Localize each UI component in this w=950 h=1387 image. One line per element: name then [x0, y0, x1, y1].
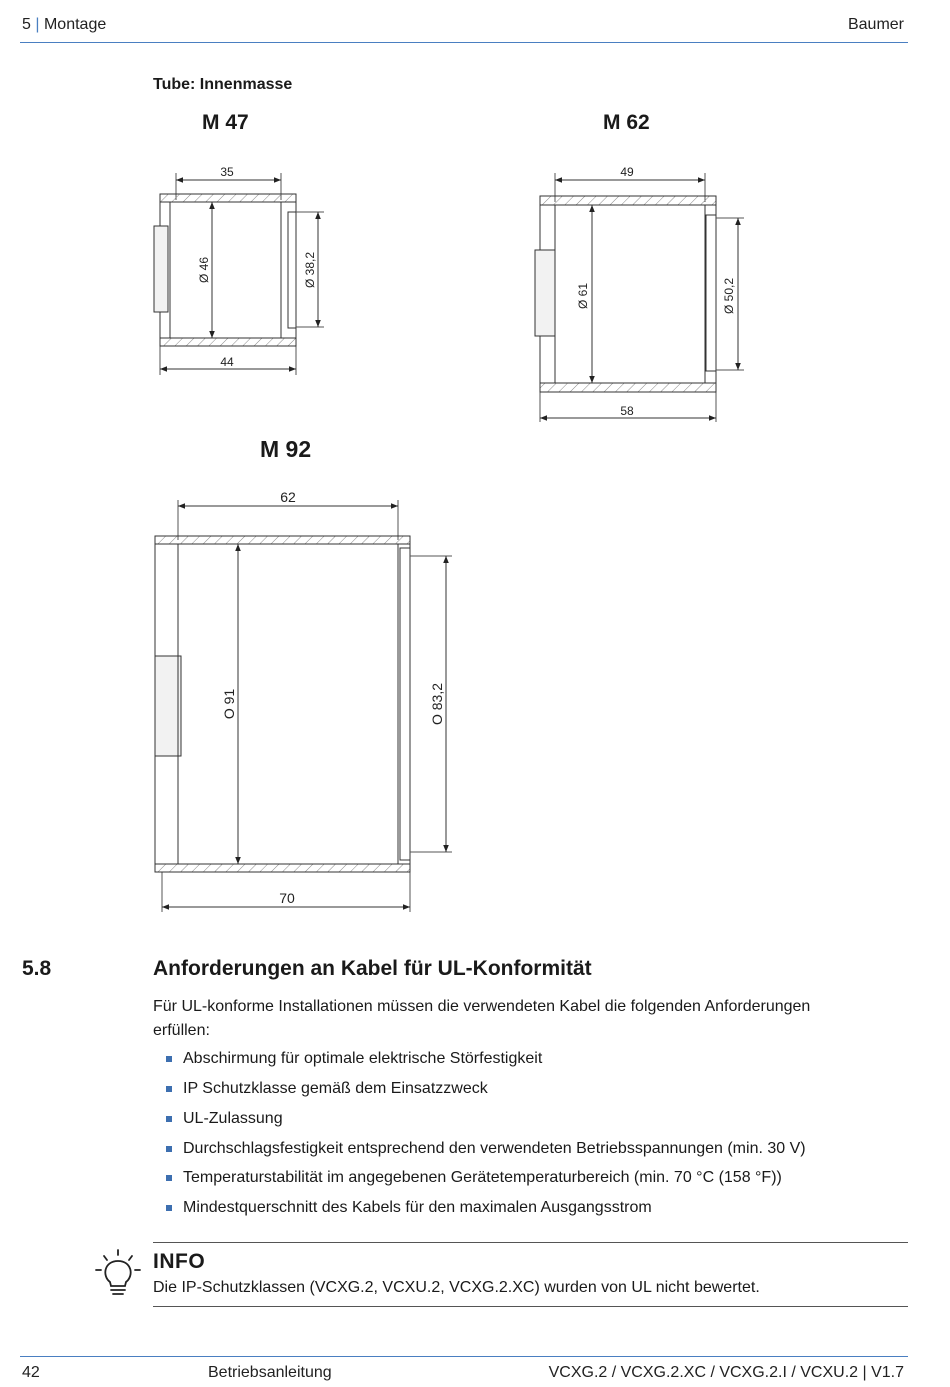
info-text: Die IP-Schutzklassen (VCXG.2, VCXU.2, VCXG.2.XC) wurden von UL nicht bewertet.: [153, 1279, 760, 1296]
list-item: Mindestquerschnitt des Kabels für den maximalen Ausgangsstrom: [183, 1199, 652, 1217]
figure-caption: Tube: Innenmasse: [153, 76, 293, 93]
bullet-icon: [166, 1056, 172, 1062]
chapter-number: 5: [22, 16, 31, 33]
m62-dim-bottom: 58: [620, 404, 634, 418]
intro-line-1: Für UL-konforme Installationen müssen die verwendeten Kabel die folgenden Anforderungen: [153, 998, 811, 1015]
bullet-icon: [166, 1086, 172, 1092]
m92-dim-outer: O 83,2: [429, 682, 445, 726]
m92-dim-inner: O 91: [221, 688, 237, 720]
m47-dim-bottom: 44: [220, 355, 234, 369]
section-number: 5.8: [22, 957, 52, 980]
m47-drawing: [154, 173, 324, 375]
section-title: Anforderungen an Kabel für UL-Konformität: [153, 957, 592, 980]
m92-title: M 92: [260, 436, 312, 462]
m92-drawing: [155, 500, 452, 912]
section-intro: [153, 995, 913, 1043]
m47-dim-top: 35: [220, 165, 234, 179]
chapter-title: Montage: [43, 16, 107, 33]
product-line: VCXG.2 / VCXG.2.XC / VCXG.2.I / VCXU.2 | V1.7: [548, 1364, 904, 1381]
list-item: IP Schutzklasse gemäß dem Einsatzzweck: [183, 1080, 488, 1098]
info-top-rule: [153, 1242, 908, 1243]
info-bottom-rule: [153, 1306, 908, 1307]
intro-line-2: erfüllen:: [153, 1022, 210, 1039]
footer-rule: [20, 1356, 908, 1357]
bullet-icon: [166, 1146, 172, 1152]
m92-dim-top: 62: [280, 489, 296, 505]
m62-title: M 62: [603, 111, 650, 134]
bullet-icon: [166, 1116, 172, 1122]
info-title: INFO: [153, 1250, 206, 1273]
document-type: Betriebsanleitung: [208, 1364, 332, 1381]
page-number: 42: [22, 1364, 40, 1381]
list-item: UL-Zulassung: [183, 1110, 283, 1128]
bullet-icon: [166, 1205, 172, 1211]
m47-title: M 47: [202, 111, 249, 134]
brand-name: Baumer: [847, 16, 904, 33]
m92-dim-bottom: 70: [279, 890, 295, 906]
list-item: Temperaturstabilität im angegebenen Gerätetemperaturbereich (min. 70 °C (158 °F)): [183, 1169, 782, 1187]
list-item: Durchschlagsfestigkeit entsprechend den verwendeten Betriebsspannungen (min. 30 V): [183, 1140, 806, 1158]
m47-dim-outer: Ø 38,2: [303, 251, 317, 289]
list-item: Abschirmung für optimale elektrische Störfestigkeit: [183, 1050, 542, 1068]
m62-dim-inner: Ø 61: [576, 282, 590, 310]
bullet-icon: [166, 1175, 172, 1181]
lightbulb-icon: [92, 1248, 144, 1298]
header-separator: |: [35, 16, 40, 33]
m47-dim-inner: Ø 46: [197, 256, 211, 284]
m62-dim-outer: Ø 50,2: [722, 277, 736, 315]
m62-drawing: [535, 173, 744, 422]
m62-dim-top: 49: [620, 165, 634, 179]
